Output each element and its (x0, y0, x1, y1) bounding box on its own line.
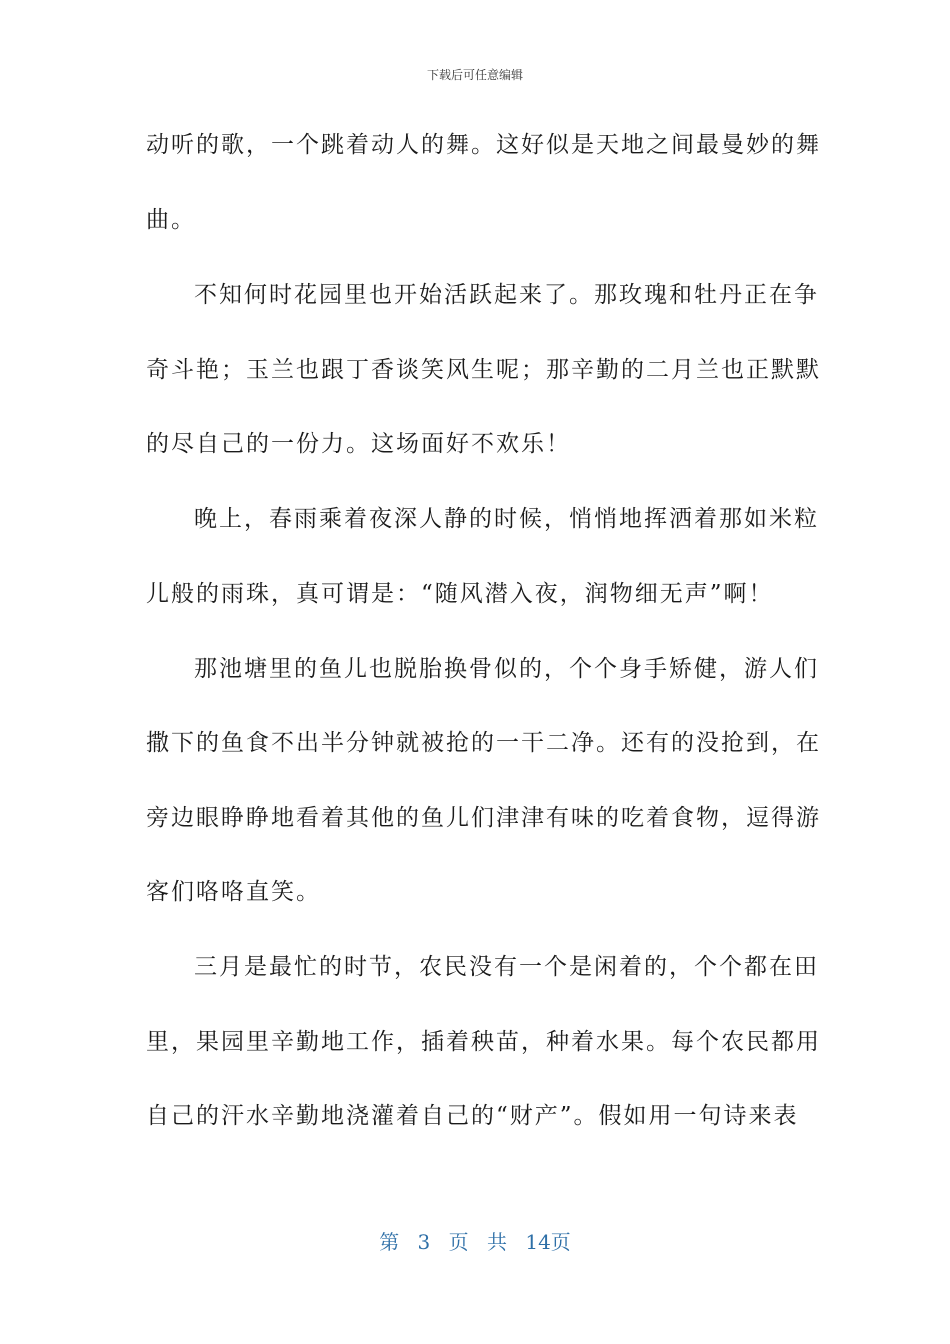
paragraph-1-line-2: 曲。 (146, 207, 196, 233)
paragraph-4-line-3: 旁边眼睁睁地看着其他的鱼儿们津津有味的吃着食物，逗得游 (146, 805, 821, 831)
paragraph-3-line-2: 儿般的雨珠，真可谓是：“随风潜入夜，润物细无声”啊！ (146, 581, 774, 607)
paragraph-5-line-2: 里，果园里辛勤地工作，插着秧苗，种着水果。每个农民都用 (146, 1029, 821, 1055)
paragraph-2-line-1: 不知何时花园里也开始活跃起来了。那玫瑰和牡丹正在争 (194, 282, 819, 308)
paragraph-5-line-1: 三月是最忙的时节，农民没有一个是闲着的，个个都在田 (194, 954, 819, 980)
footer-label-page: 第 (379, 1230, 400, 1254)
page-footer (0, 1226, 950, 1255)
paragraph-3-line-1: 晚上，春雨乘着夜深人静的时候，悄悄地挥洒着那如米粒 (194, 506, 819, 532)
footer-current-page: 3 (417, 1230, 431, 1254)
footer-total-pages: 14页 (525, 1230, 571, 1254)
paragraph-4-line-2: 撒下的鱼食不出半分钟就被抢的一干二净。还有的没抢到，在 (146, 730, 821, 756)
footer-label-total: 共 (487, 1230, 507, 1254)
paragraph-2-line-3: 的尽自己的一份力。这场面好不欢乐！ (146, 431, 571, 457)
paragraph-2-line-2: 奇斗艳；玉兰也跟丁香谈笑风生呢；那辛勤的二月兰也正默默 (146, 357, 821, 383)
paragraph-4-line-1: 那池塘里的鱼儿也脱胎换骨似的，个个身手矫健，游人们 (194, 656, 819, 682)
page-header-note: 下载后可任意编辑 (426, 68, 523, 82)
paragraph-5-line-3: 自己的汗水辛勤地浇灌着自己的“财产”。假如用一句诗来表 (146, 1103, 799, 1129)
paragraph-1-line-1: 动听的歌，一个跳着动人的舞。这好似是天地之间最曼妙的舞 (146, 132, 821, 158)
footer-label-of: 页 (448, 1230, 469, 1254)
paragraph-4-line-4: 客们咯咯直笑。 (146, 879, 321, 905)
